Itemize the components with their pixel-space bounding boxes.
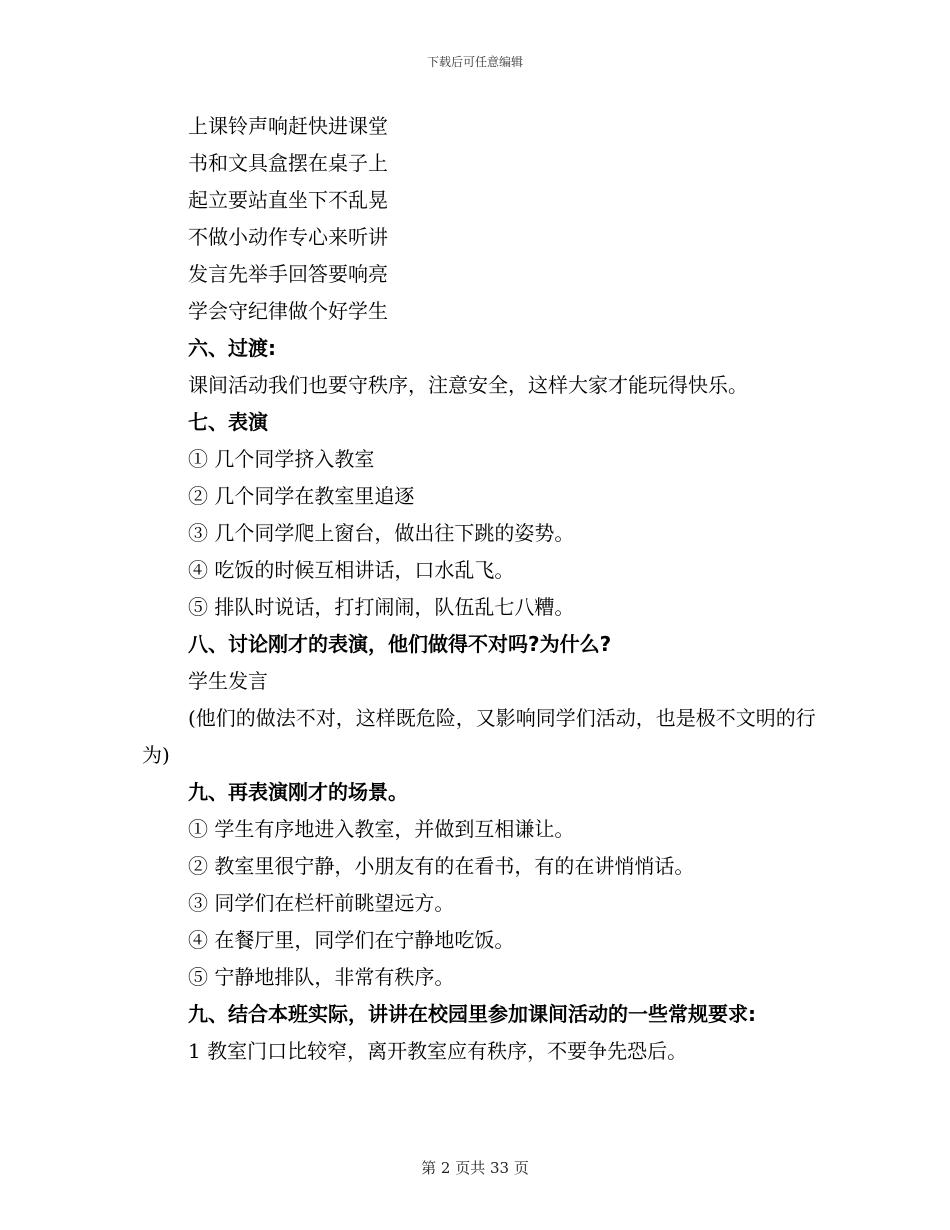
text-line: ④ 吃饭的时候互相讲话，口水乱飞。 — [188, 558, 515, 582]
text-line: (他们的做法不对，这样既危险，又影响同学们活动，也是极不文明的行为) — [142, 706, 816, 767]
text-line: 学生发言 — [188, 669, 268, 693]
section-heading: 六、过渡: — [188, 336, 276, 360]
page-footer: 第 2 页共 33 页 — [421, 1159, 529, 1177]
text-line: ④ 在餐厅里，同学们在宁静地吃饭。 — [188, 928, 515, 952]
section-heading: 八、讨论刚才的表演，他们做得不对吗?为什么? — [188, 632, 612, 656]
text-line: ① 几个同学挤入教室 — [188, 447, 375, 471]
text-line: ① 学生有序地进入教室，并做到互相谦让。 — [188, 817, 575, 841]
text-line: 不做小动作专心来听讲 — [188, 225, 388, 249]
text-line: ③ 几个同学爬上窗台，做出往下跳的姿势。 — [188, 521, 575, 545]
text-line: 学会守纪律做个好学生 — [188, 299, 388, 323]
text-line: 书和文具盒摆在桌子上 — [188, 151, 388, 175]
text-line: ⑤ 排队时说话，打打闹闹，队伍乱七八糟。 — [188, 595, 575, 619]
section-heading: 七、表演 — [188, 410, 268, 434]
text-line: 1 教室门口比较窄，离开教室应有秩序，不要争先恐后。 — [188, 1039, 688, 1063]
text-line: ③ 同学们在栏杆前眺望远方。 — [188, 891, 455, 915]
text-line: ⑤ 宁静地排队，非常有秩序。 — [188, 965, 455, 989]
text-line: 起立要站直坐下不乱晃 — [188, 188, 388, 212]
section-heading: 九、结合本班实际，讲讲在校园里参加课间活动的一些常规要求: — [188, 1002, 756, 1026]
text-line: ② 教室里很宁静，小朋友有的在看书，有的在讲悄悄话。 — [188, 854, 695, 878]
text-line: ② 几个同学在教室里追逐 — [188, 484, 415, 508]
text-line: 发言先举手回答要响亮 — [188, 262, 388, 286]
document-body — [142, 108, 822, 1070]
section-heading: 九、再表演刚才的场景。 — [188, 780, 408, 804]
text-line: 课间活动我们也要守秩序，注意安全，这样大家才能玩得快乐。 — [188, 373, 748, 397]
page-header: 下载后可任意编辑 — [426, 55, 523, 69]
text-line: 上课铃声响赶快进课堂 — [188, 114, 388, 138]
